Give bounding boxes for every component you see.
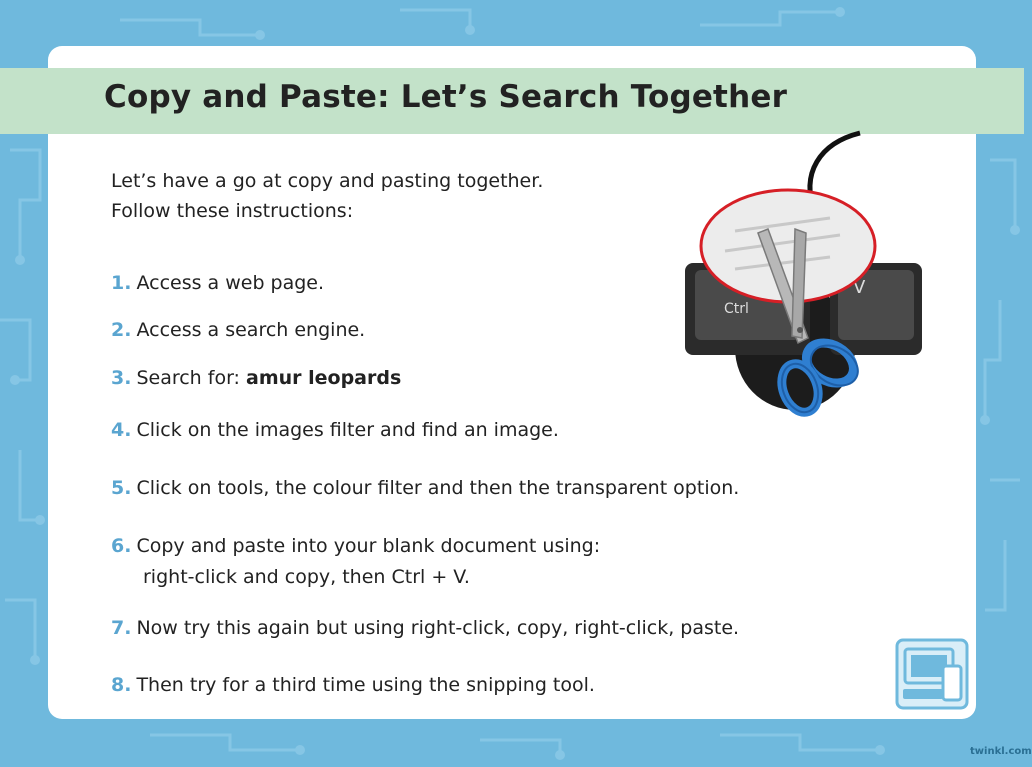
step-1 [111,268,324,299]
devices-icon [897,640,967,708]
step-number: 2. [111,319,132,341]
search-term: amur leopards [246,367,402,389]
step-number: 6. [111,535,132,557]
step-7 [111,613,739,644]
step-4 [111,415,559,446]
step-text: Then try for a third time using the snipping tool. [136,674,595,696]
slide-title: Copy and Paste: Let’s Search Together [104,79,788,115]
step-text: Now try this again but using right-click, copy, right-click, paste. [136,617,740,639]
step-2 [111,315,365,346]
step-text: Click on tools, the colour filter and then the transparent option. [136,477,740,499]
step-6 [111,531,600,593]
step-text: Copy and paste into your blank document using: [136,535,601,557]
step-3 [111,363,401,394]
step-text: Access a search engine. [136,319,366,341]
step-5 [111,473,739,504]
step-number: 5. [111,477,132,499]
step-number: 8. [111,674,132,696]
step-number: 1. [111,272,132,294]
step-text-continued: right-click and copy, then Ctrl + V. [143,566,470,588]
v-key-label: V [853,277,866,298]
intro-line-1: Let’s have a go at copy and pasting together. [111,170,544,192]
step-text: Search for: [136,367,246,389]
step-8 [111,670,595,701]
step-number: 3. [111,367,132,389]
copy-paste-illustration [680,133,925,418]
step-number: 4. [111,419,132,441]
step-text: Click on the images filter and find an image. [136,419,559,441]
ctrl-key-label: Ctrl [724,301,749,317]
step-text: Access a web page. [136,272,325,294]
brand-watermark: twinkl.com [970,746,1032,757]
step-number: 7. [111,617,132,639]
intro-line-2: Follow these instructions: [111,200,354,222]
